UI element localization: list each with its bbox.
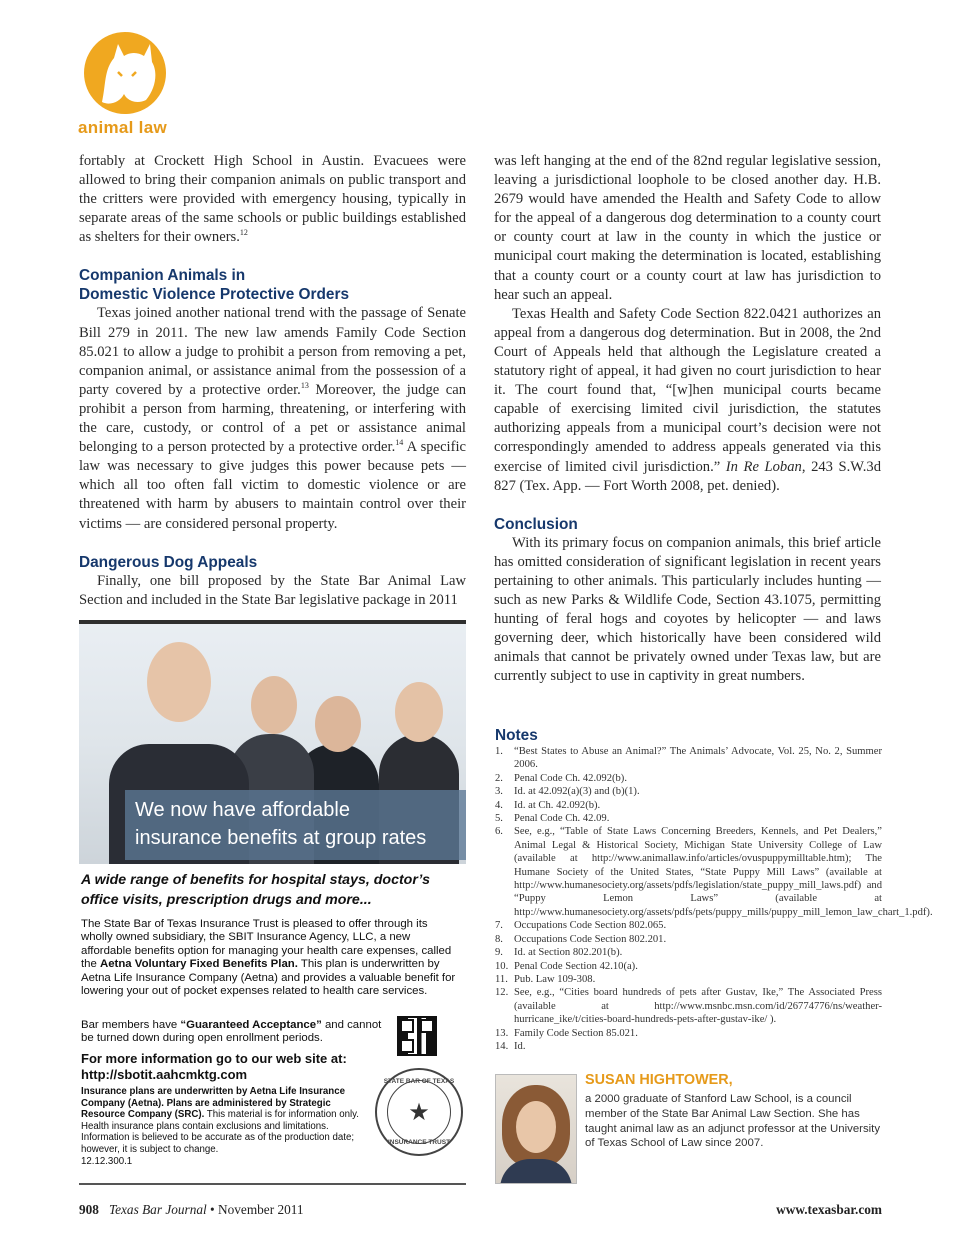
page-footer: 908 Texas Bar Journal • November 2011 <box>79 1202 304 1217</box>
ad-banner-line-2: insurance benefits at group rates <box>135 827 427 849</box>
ad-url-link[interactable]: http://sbotit.aahcmktg.com <box>81 1066 248 1082</box>
notes-list <box>495 745 933 1053</box>
note-number: 7. <box>495 920 503 932</box>
case-citation: In Re Loban <box>725 458 802 475</box>
note-item <box>495 1040 882 1053</box>
ad-code: 12.12.300.1 <box>81 1155 133 1167</box>
page-number: 908 <box>79 1202 99 1217</box>
note-item <box>495 946 882 959</box>
note-number: 4. <box>495 799 503 811</box>
note-text: Id. at 42.092(a)(3) and (b)(1). <box>514 786 640 798</box>
note-item <box>495 919 882 932</box>
note-number: 6. <box>495 826 503 838</box>
note-item <box>495 960 882 973</box>
note-item <box>495 799 882 812</box>
ad-banner <box>125 790 466 860</box>
heading-conclusion: Conclusion <box>494 515 578 533</box>
appeal-paragraph: Texas Health and Safety Code Section 822.0421 authorizes an appeal from a dangerous dog determination. But in 2008, the 2nd Court of Appeals held that although the Legislature created a statutory right of appeal, it had given no court jurisdiction to hear it. The court found that, “[w]hen municipal courts became capable of exercising limited civil jurisdiction, the statutes authorizing appeals from a municipal court’s decision were not correspondingly amended to address appeals generated via this exercise of limited civil jurisdiction.” In Re Loban, 243 S.W.3d 827 (Tex. App. — Fort Worth 2008, pet. denied). <box>494 305 881 494</box>
author-name: SUSAN HIGHTOWER, <box>585 1072 733 1088</box>
ad-body: The State Bar of Texas Insurance Trust is pleased to offer through its wholly owned subsidiary, the SBIT Insurance Agency, LLC, a new affordable benefits option for managing your health care expenses, called the Aetna Voluntary Fixed Benefits Plan. This plan is underwritten by Aetna Life Insurance Company (Aetna) and provides a valuable benefit for lowering your out of pocket expenses related to health care services. <box>81 918 456 998</box>
companion-paragraph: Texas joined another national trend with the passage of Senate Bill 279 in 2011. The new law amends Family Code Section 85.021 to allow a judge to prohibit a person from removing a pet, companion animal, or assistance animal from the possession of a party covered by a protective order.$^{13}$ Moreover, the judge can prohibit a person from harming, threatening, or interfering with the care, custody, or control of a pet or assistance animal belonging to a person protected by a protective order.$^{14}$ A specific law was necessary to give judges this power because pets — which all too often fall victim to domestic violence or are threatened with harm by abusers to maintain control over their victims — are considered personal property. <box>79 305 467 532</box>
note-text: See, e.g., “Table of State Laws Concerning Breeders, Kennels, and Pet Dealers,” Animal Legal & Historical Society, Michigan State University College of Law (available at http://www.animallaw.info/articles/ovuspuppymilltable.htm); The Humane Society of the United States, “State Puppy Mill Laws” (available at http://www.humanesociety.org/assets/pdfs/legislation/state_puppy_mill_laws.pdf) and “Puppy Lemon Laws” (available at http://www.humanesociety.org/assets/pdfs/pets/puppy_mills/puppy_mill_lemon_law_chart_1.pdf). <box>514 826 933 918</box>
note-item <box>495 933 882 946</box>
note-text: Penal Code Section 42.10(a). <box>514 960 638 972</box>
note-number: 12. <box>495 987 509 999</box>
ad-fine-print: Insurance plans are underwritten by Aetna Life Insurance Company (Aetna). Plans are administered by Strategic Resource Company (SRC). This material is for information only. Health insurance plans contain exclusions and limitations. Information is believed to be accurate as of the production date; however, it is subject to change. 12.12.300.1 <box>81 1086 359 1167</box>
notes-heading: Notes <box>495 727 538 744</box>
footnote-ref[interactable]: 14 <box>395 438 404 448</box>
note-item <box>495 825 933 919</box>
note-item <box>495 772 882 785</box>
ad-more-info: For more information go to our web site at: http://sbotit.aahcmktg.com <box>81 1051 381 1082</box>
ad-photo <box>79 620 466 864</box>
note-text: Pub. Law 109-308. <box>514 973 596 985</box>
note-item <box>495 785 882 798</box>
note-number: 3. <box>495 786 503 798</box>
note-item <box>495 973 882 986</box>
footer-url[interactable]: www.texasbar.com <box>776 1202 882 1217</box>
note-number: 14. <box>495 1040 509 1052</box>
note-number: 10. <box>495 960 509 972</box>
note-text: Occupations Code Section 802.201. <box>514 933 667 945</box>
note-number: 9. <box>495 947 503 959</box>
qr-code-icon[interactable] <box>397 1016 437 1056</box>
note-number: 11. <box>495 973 508 985</box>
ad-headline: A wide range of benefits for hospital stays, doctor’s office visits, prescription drugs and more... <box>81 872 430 908</box>
dog-paragraph: Finally, one bill proposed by the State Bar Animal Law Section and included in the State Bar legislative package in 2011 <box>79 572 466 608</box>
note-number: 8. <box>495 933 503 945</box>
right-column <box>494 152 881 686</box>
journal-name: Texas Bar Journal <box>108 1202 207 1217</box>
note-text: Penal Code Ch. 42.092(b). <box>514 772 627 784</box>
note-number: 1. <box>495 746 503 757</box>
note-item <box>495 812 882 825</box>
note-text: Id. <box>514 1040 526 1052</box>
ad-acceptance: Bar members have “Guaranteed Acceptance” and cannot be turned down during open enrollment periods. <box>81 1019 382 1045</box>
logo-silhouette <box>84 32 166 114</box>
author-bio: a 2000 graduate of Stanford Law School, is a council member of the State Bar Animal Law Section. She has taught animal law as an adjunct professor at the University of Texas School of Law since 2007. <box>585 1093 881 1150</box>
note-text: Id. at Section 802.201(b). <box>514 947 623 959</box>
insurance-ad[interactable] <box>79 620 466 1185</box>
note-text: Penal Code Ch. 42.09. <box>514 813 610 825</box>
footnote-ref[interactable]: 13 <box>300 380 309 390</box>
note-number: 2. <box>495 772 503 784</box>
left-column <box>79 152 466 610</box>
footnote-ref[interactable]: 12 <box>239 228 248 238</box>
heading-dangerous-dog: Dangerous Dog Appeals <box>79 553 258 571</box>
note-number: 5. <box>495 813 503 825</box>
hb-paragraph: was left hanging at the end of the 82nd regular legislative session, leaving a jurisdictional loophole to be closed another day. H.B. 2679 would have amended the Health and Safety Code to allow for the appeal of a dangerous dog determination to a county court or county court at law in the county in which the justice or municipal court making the determination is located, establishing that a county court or a county court at law has jurisdiction to hear such an appeal. <box>494 153 881 303</box>
issue-date: November 2011 <box>218 1202 304 1217</box>
section-label: animal law <box>78 118 167 137</box>
note-item <box>495 745 882 772</box>
note-text: Family Code Section 85.021. <box>514 1027 638 1039</box>
note-text: See, e.g., “Cities board hundreds of pets after Gustav, Ike,” The Associated Press (available at http://www.msnbc.msn.com/id/26774776/ns/weather-hurricane_ike/t/cities-board-hundreds-pets-after-gustav-ike/ ). <box>514 987 882 1026</box>
heading-companion-animals: Companion Animals in Domestic Violence Protective Orders <box>79 267 350 304</box>
conclusion-paragraph: With its primary focus on companion animals, this brief article has omitted consideration of significant legislation in recent years pertaining to other animals. This particularly includes hunting — such as new Parks & Wildlife Code, Section 43.1075, permitting hunting of feral hogs and coyotes by helicopter — and laws governing deer, which historically have been considered wild animals that cannot be privately owned under Texas law, but are currently subject to use in captivity in great numbers. <box>494 534 881 685</box>
note-text: Id. at Ch. 42.092(b). <box>514 799 601 811</box>
intro-paragraph: fortably at Crockett High School in Austin. Evacuees were allowed to bring their companion animals on public transport and the critters were provided with emergency housing, typically in separate areas of the same schools or public buildings established as shelters for their owners.$^{12}$ <box>79 153 466 246</box>
section-logo <box>78 32 178 142</box>
note-item <box>495 986 882 1026</box>
note-text: “Best States to Abuse an Animal?” The Animals’ Advocate, Vol. 25, No. 2, Summer 2006. <box>514 746 882 771</box>
note-text: Occupations Code Section 802.065. <box>514 920 667 932</box>
note-number: 13. <box>495 1027 509 1039</box>
note-item <box>495 1027 882 1040</box>
star-icon: ★ <box>387 1080 451 1144</box>
author-photo <box>495 1074 577 1184</box>
cat-dog-silhouette-icon <box>84 32 166 114</box>
ad-banner-line-1: We now have affordable <box>135 799 350 821</box>
insurance-trust-seal: STATE BAR OF TEXAS ★ INSURANCE TRUST <box>375 1068 463 1156</box>
